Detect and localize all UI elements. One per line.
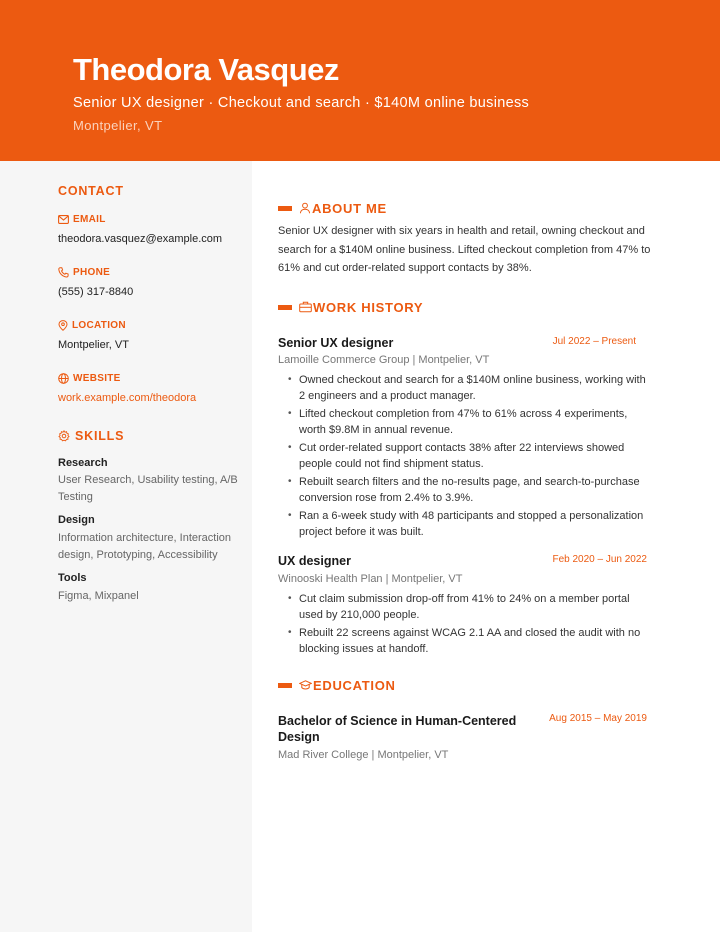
website-label-text: WEBSITE — [73, 373, 121, 384]
website-label — [58, 373, 121, 384]
education-dates: Aug 2015 – May 2019 — [549, 713, 647, 724]
job-bullets — [288, 372, 652, 542]
website-link[interactable]: work.example.com/theodora — [58, 392, 197, 404]
briefcase-icon — [299, 301, 312, 313]
list-item: • Cut claim submission drop-off from 41% to 24% on a member portal used by 210,000 people. — [288, 591, 652, 623]
about-text: Senior UX designer with six years in health and retail, owning checkout and search for a $140M online business. Lifted checkout completion from 47% to 61% and cut order-related support contacts by 38%. — [278, 225, 651, 274]
job-dates: Feb 2020 – Jun 2022 — [552, 554, 647, 565]
phone-value: (555) 317-8840 — [58, 286, 134, 298]
skill-items-research: User Research, Usability testing, A/B Testing — [58, 474, 238, 503]
job-org: Winooski Health Plan | Montpelier, VT — [278, 573, 463, 585]
about-title: ABOUT ME — [312, 200, 387, 216]
skill-items-tools: Figma, Mixpanel — [58, 590, 139, 602]
list-item: • Cut order-related support contacts 38% after 22 interviews showed people could not find shipment status. — [288, 440, 652, 472]
list-item: • Owned checkout and search for a $140M online business, working with 2 engineers and a product manager. — [288, 372, 652, 404]
mail-icon — [58, 215, 69, 224]
section-accent-bar — [278, 305, 292, 310]
list-item: • Ran a 6-week study with 48 participants and stopped a personalization project before it was built. — [288, 508, 652, 540]
job-dates: Jul 2022 – Present — [552, 336, 636, 347]
location-value: Montpelier, VT — [58, 339, 129, 351]
email-label-text: EMAIL — [73, 214, 106, 225]
candidate-name: Theodora Vasquez — [73, 52, 339, 87]
map-pin-icon — [58, 320, 68, 331]
contact-title — [58, 184, 124, 198]
email-label — [58, 214, 106, 225]
skill-category-design: Design — [58, 514, 95, 526]
gear-icon — [58, 430, 70, 442]
job-role: Senior UX designer — [278, 336, 394, 350]
list-item: • Rebuilt search filters and the no-results page, and search-to-purchase conversion rose from 2.4% to 3.9%. — [288, 474, 652, 506]
graduation-cap-icon — [299, 680, 312, 691]
job-bullets — [288, 591, 652, 659]
contact-title-text: CONTACT — [58, 184, 124, 198]
resume-header — [0, 0, 720, 161]
education-section-heading — [278, 677, 396, 693]
education-degree: Bachelor of Science in Human-Centered Design — [278, 714, 517, 744]
job-org: Lamoille Commerce Group | Montpelier, VT — [278, 354, 490, 366]
section-accent-bar — [278, 683, 292, 688]
user-icon — [299, 202, 311, 214]
location-label — [58, 320, 126, 331]
skill-category-tools: Tools — [58, 572, 87, 584]
location-label-text: LOCATION — [72, 320, 126, 331]
section-accent-bar — [278, 206, 292, 211]
email-value: theodora.vasquez@example.com — [58, 233, 223, 245]
phone-label-text: PHONE — [73, 267, 111, 278]
job-role: UX designer — [278, 554, 351, 568]
education-title: EDUCATION — [313, 677, 396, 693]
skill-items-design: Information architecture, Interaction design, Prototyping, Accessibility — [58, 532, 232, 561]
education-school: Mad River College | Montpelier, VT — [278, 749, 449, 761]
skills-title-text: SKILLS — [75, 429, 125, 443]
candidate-headline: Senior UX designer · Checkout and search · $140M online business — [73, 95, 530, 111]
candidate-location: Montpelier, VT — [73, 118, 163, 133]
phone-icon — [58, 267, 69, 278]
list-item: • Lifted checkout completion from 47% to 61% across 4 experiments, worth $9.8M in annual revenue. — [288, 406, 652, 438]
about-section-heading — [278, 200, 387, 216]
skill-category-research: Research — [58, 457, 108, 469]
skills-title — [58, 429, 124, 443]
list-item: • Rebuilt 22 screens against WCAG 2.1 AA and closed the audit with no blocking issues at handoff. — [288, 625, 652, 657]
globe-icon — [58, 373, 69, 384]
work-title: WORK HISTORY — [313, 299, 424, 315]
phone-label — [58, 267, 110, 278]
work-section-heading — [278, 299, 423, 315]
